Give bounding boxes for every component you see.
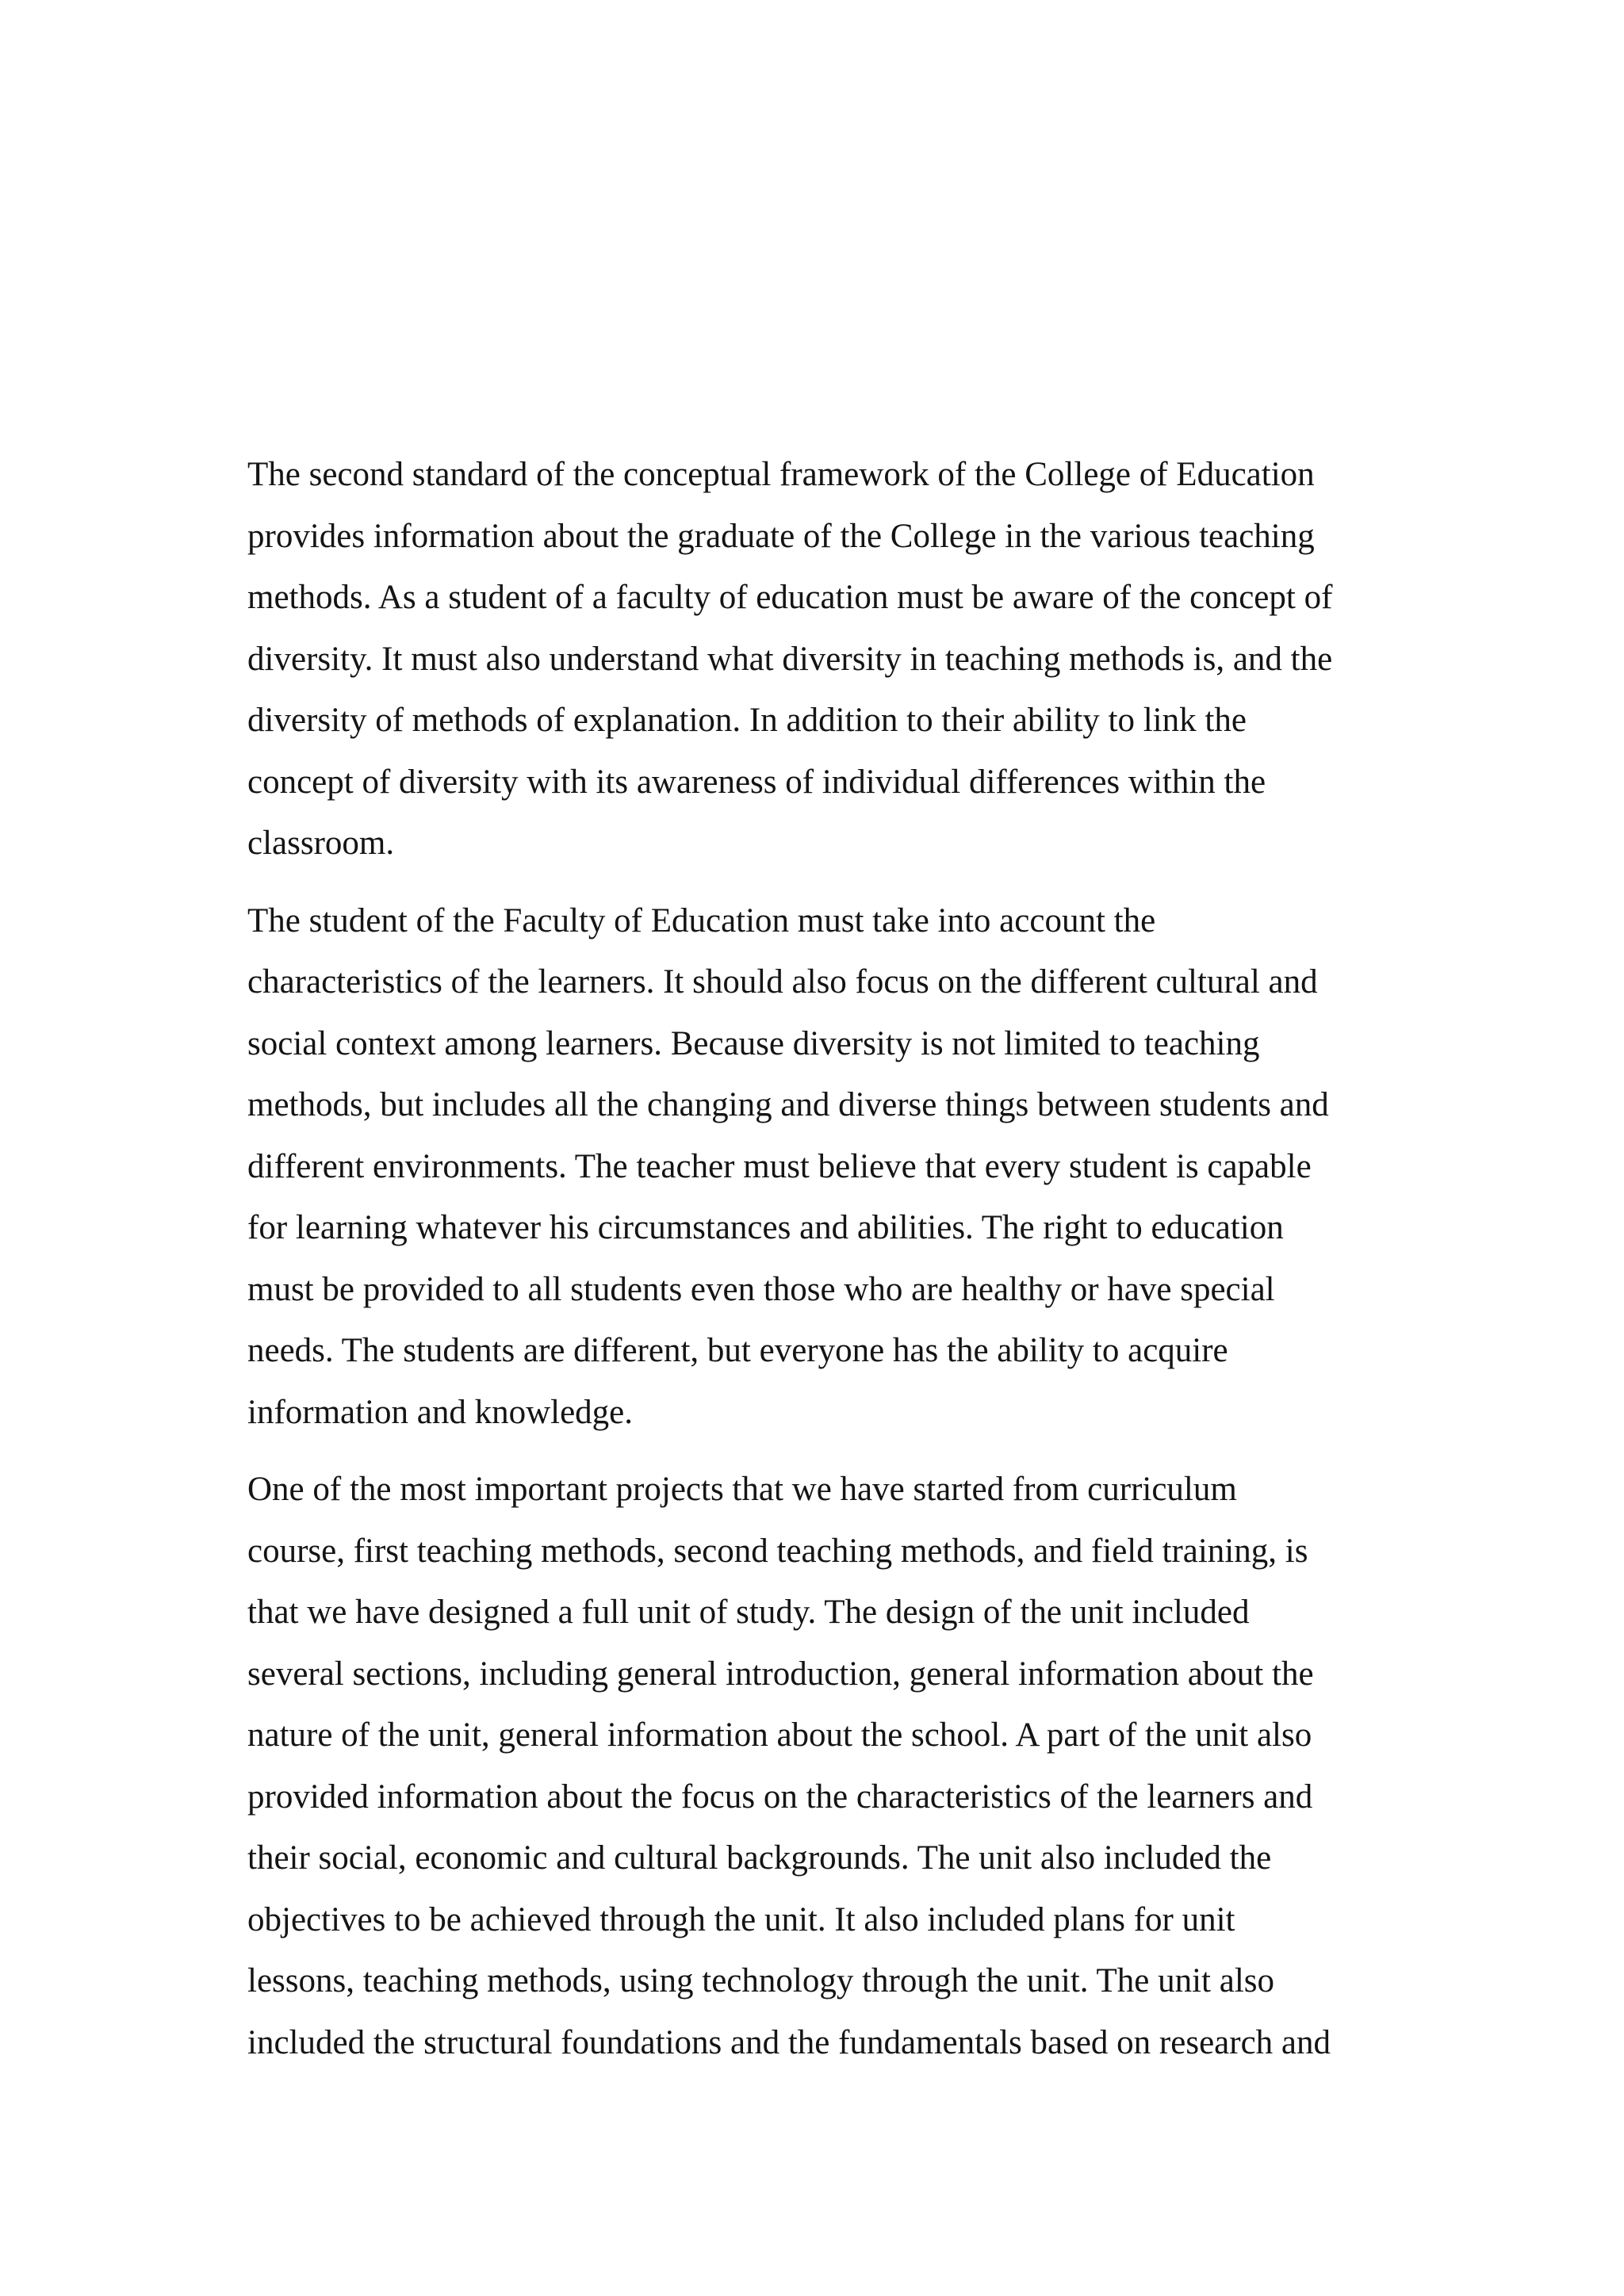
text-line: several sections, including general introduction, general information about the xyxy=(247,1655,1314,1693)
text-line: The student of the Faculty of Education must take into account the xyxy=(247,901,1156,939)
text-line: classroom. xyxy=(247,825,395,862)
paragraph-1 xyxy=(247,444,1405,874)
text-line: diversity of methods of explanation. In addition to their ability to link the xyxy=(247,702,1247,739)
text-line: provided information about the focus on the characteristics of the learners and xyxy=(247,1777,1313,1816)
text-line: The second standard of the conceptual framework of the College of Education xyxy=(247,456,1315,493)
text-line: included the structural foundations and the fundamentals based on research and xyxy=(247,2023,1331,2061)
text-line: their social, economic and cultural backgrounds. The unit also included the xyxy=(247,1839,1272,1877)
text-line: objectives to be achieved through the unit. It also included plans for unit xyxy=(247,1900,1235,1938)
text-line: nature of the unit, general information about the school. A part of the unit also xyxy=(247,1716,1312,1754)
body-text xyxy=(247,444,1405,2073)
text-line: methods. As a student of a faculty of education must be aware of the concept of xyxy=(247,579,1333,616)
text-line: must be provided to all students even those who are healthy or have special xyxy=(247,1270,1275,1308)
text-line: different environments. The teacher must believe that every student is capable xyxy=(247,1147,1312,1185)
text-line: lessons, teaching methods, using technology through the unit. The unit also xyxy=(247,1962,1275,1999)
text-line: for learning whatever his circumstances and abilities. The right to education xyxy=(247,1209,1284,1246)
text-line: that we have designed a full unit of study. The design of the unit included xyxy=(247,1594,1250,1631)
text-line: concept of diversity with its awareness of individual differences within the xyxy=(247,763,1266,801)
text-line: characteristics of the learners. It should also focus on the different cultural and xyxy=(247,963,1318,1001)
text-line: methods, but includes all the changing and diverse things between students and xyxy=(247,1086,1329,1123)
paragraph-3 xyxy=(247,1459,1405,2073)
text-line: diversity. It must also understand what diversity in teaching methods is, and the xyxy=(247,640,1333,678)
text-line: provides information about the graduate of the College in the various teaching xyxy=(247,517,1315,555)
text-line: social context among learners. Because diversity is not limited to teaching xyxy=(247,1024,1260,1062)
text-line: information and knowledge. xyxy=(247,1393,634,1431)
text-line: course, first teaching methods, second teaching methods, and field training, is xyxy=(247,1532,1308,1570)
text-line: One of the most important projects that we have started from curriculum xyxy=(247,1471,1237,1508)
paragraph-2 xyxy=(247,890,1405,1444)
text-line: needs. The students are different, but everyone has the ability to acquire xyxy=(247,1332,1228,1369)
